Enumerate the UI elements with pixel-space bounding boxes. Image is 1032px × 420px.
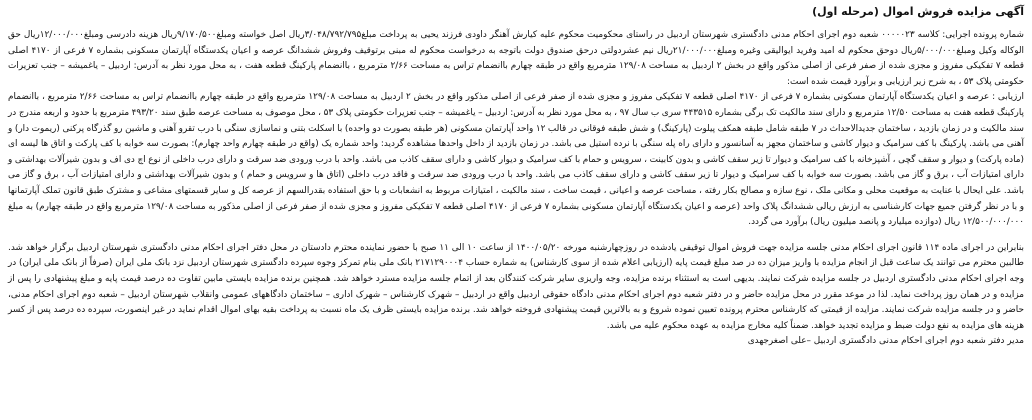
notice-title: آگهی مزایده فروش اموال (مرحله اول)	[812, 5, 1024, 18]
paragraph-gap	[8, 231, 1024, 241]
case-paragraph: شماره پرونده اجرایی: کلاسه ۰۰۰۰۰۲۳ شعبه دوم اجرای احکام مدنی دادگستری شهرستان اردبیل در راستای محکومیت محکوم علیه کیارش آهنگر داودی فرزند یحیی به پرداخت مبلغ۳/۰۴۸/۷۹۲/۷۹۵ریال اصل خواسته ومبلغ۹/۱۷۰/۵۰۰ریال هزینه دادرسی ومبلغ۱۲/۰۰۰/۰۰۰ریال حق الوکاله وکیل ومبلغ۵/۰۰۰/۰۰۰ریال دوحق محکوم له امید وفرید ایوالیقی وغیره ومبلغ۲۱/۰۰۰/۰۰۰ریال نیم عشردولتی درحق صندوق دولت باتوجه به درخواست محکوم له مبنی برتوقیف وفروش ششدانگ عرصه و اعیان یکدستگاه آپارتمان مسکونی بشماره ۷ فرعی از ۴۱۷۰ اصلی قطعه ۷ تفکیکی مفروز و مجزی شده از صفر فرعی از اصلی مذکور واقع در بخش ۲ اردبیل به مساحت ۱۲۹/۰۸ مترمربع واقع در طبقه چهارم باانضمام تراس به مساحت ۲/۶۶ مترمربع ، باانضمام پارکینگ قطعه هفت ، به محل مورد نظر به آدرس: اردبیل – یاغمیشه – جنب تعزیرات حکومتی پلاک ۵۳ ، به شرح زیر ارزیابی و برآورد قیمت شده است:	[8, 30, 1025, 87]
appraisal-paragraph: ارزیابی : عرصه و اعیان یکدستگاه آپارتمان مسکونی بشماره ۷ فرعی از ۴۱۷۰ اصلی قطعه ۷ تفکیکی مفروز و مجزی شده از صفر فرعی از اصلی مذکور واقع در بخش ۲ اردبیل به مساحت ۱۲۹/۰۸ مترمربع واقع در طبقه چهارم باانضمام تراس به مساحت ۲/۶۶ مترمربع ، باانضمام پارکینگ قطعه هفت به مساحت ۱۲/۵۰ مترمربع و دارای سند مالکیت تک برگی بشماره ۴۴۳۵۱۵ سری ب سال ۹۷ ، به محل مورد نظر به آدرس: اردبیل – یاغمیشه – جنب تعزیرات حکومتی پلاک ۵۳ ، محل موصوف به مساحت عرصه طبق سند ۴۹۳/۲۰ مترمربع با حدود و اربعه مندرج در سند مالکیت و در زمان بازدید ، ساختمان جدیدالاحداث در ۷ طبقه شامل طبقه همکف پیلوت (پارکینگ) و شش طبقه فوقانی در قالب ۱۲ واحد آپارتمان مسکونی (هر طبقه بصورت دو واحده) با اسکلت بتنی و نماسازی سنگی با درب تقرو آهنی و ماشین رو گذرگاه پرکنی (ریموت دار) و آهنی می باشد. پارکینگ با کف سرامیک و دیوار کاشی و ساختمان مجهز به آسانسور و دارای راه پله سنگی با نرده استیل می باشد. در زمان بازدید از داخل واحدها مشاهده گردید: واحد شماره یک (واقع در طبقه چهارم واحد چهارم): بصورت سه خوابه با کف پارکت و اتاق ها لیسه ای (ماده پارکت) و دیوار و سقف گچی ، آشپزخانه با کف سرامیک و دیوار تا زیر سقف کاشی و بدون کابینت ، سرویس و حمام با کف سرامیک و دیوار کاشی و دارای سقف کاذب می باشد. واحد با درب ورودی ضد سرقت و دارای درب داخلی از نوع اچ دی اف و بدون شیرآلات بهداشتی و دارای امتیازات آب ، برق و گاز می باشد. بصورت سه خوابه با کف سرامیک و دیوار تا زیر سقف کاشی و دارای سقف کاذب می باشد. واحد با درب ورودی ضد سرقت و فاقد درب داخلی (اتاق ها و سرویس و حمام ) و بدون شیرآلات بهداشتی و دارای امتیازات آب ، برق و گاز می باشد. علی ایحال با عنایت به موقعیت محلی و مکانی ملک ، نوع سازه و مصالح بکار رفته ، مساحت عرصه و اعیانی ، قیمت ساخت ، سند مالکیت ، امتیازات مربوط به انشعابات و با حق استفاده بقدرالسهم از عرصه کل و سایر قسمتهای مشاعی و مشترک طبق قانون تملک آپارتمانها و با در نظر گرفتن جمیع جهات کارشناسی به ارزش ریالی ششدانگ پلاک واحد (عرصه و اعیان یکدستگاه آپارتمان مسکونی بشماره ۷ فرعی از ۴۱۷۰ اصلی قطعه ۷ تفکیکی مفروز و مجزی شده از صفر فرعی از اصلی مذکور به مساحت ۱۲۹/۰۸ مترمربع واقع در طبقه چهارم) به مبلغ ۱۲/۵۰۰/۰۰۰/۰۰۰ ریال (دوازده میلیارد و پانصد میلیون ریال) برآورد می گردد.	[8, 92, 1025, 228]
auction-terms-paragraph: بنابراین در اجرای ماده ۱۱۴ قانون اجرای احکام مدنی جلسه مزایده جهت فروش اموال توقیفی یادشده در روزچهارشنبه مورخه ۱۴۰۰/۰۵/۲۰ از ساعت ۱۰ الی ۱۱ صبح با حضور نماینده محترم دادستان در محل دفتر اجرای احکام مدنی دادگستری شهرستان اردبیل برگزار خواهد شد. طالبین محترم می توانند یک ساعت قبل از انجام مزایده با واریز میزان ده در صد مبلغ قیمت پایه (ارزیابی اعلام شده از سوی کارشناس) به شماره حساب ۲۱۷۱۲۹۰۰۰۴ بانک ملی بنام تمرکز وجوه سپرده دادگستری شهرستان اردبیل نزد بانک ملی ایران (صرفاً از بانک ملی ایران) در وجه اجرای احکام مدنی دادگستری اردبیل در جلسه مزایده شرکت نمایند. بدیهی است به استثناء برنده مزایده، وجه واریزی سایر شرکت کنندگان بعد از اتمام جلسه مزایده مسترد خواهد شد. همچنین برنده مزایده بایستی مابین تفاوت ده درصد قیمت پایه و مبلغ پیشنهادی را پس از مزایده و در همان روز پرداخت نماید. لذا در موعد مقرر در محل مزایده حاضر و در دفتر شعبه دوم اجرای احکام مدنی دادگاه حقوقی اردبیل واقع در اردبیل – شهرک کارشناس – شهرک اداری – ساختمان دادگاههای عمومی وانقلاب شهرستان اردبیل – شعبه دوم اجرای احکام مدنی، حاضر و در جلسه مزایده شرکت نمایند. مزایده از قیمتی که کارشناس محترم پرونده تعیین نموده شروع و به بالاترین قیمت پیشنهادی فروخته خواهد شد. برنده مزایده بایستی ظرف یک ماه نسبت به پرداخت بقیه بهای اموال اقدام نماید در غیر اینصورت، سپرده ده درصد پس از کسر هزینه های مزایده به نفع دولت ضبط و مزایده تجدید خواهد. ضمناً کلیه مخارج مزایده به عهده محکوم علیه می باشد.	[8, 242, 1025, 331]
signature-line: مدیر دفتر شعبه دوم اجرای احکام مدنی دادگستری اردبیل –علی اصغرجهدی	[747, 336, 1024, 347]
